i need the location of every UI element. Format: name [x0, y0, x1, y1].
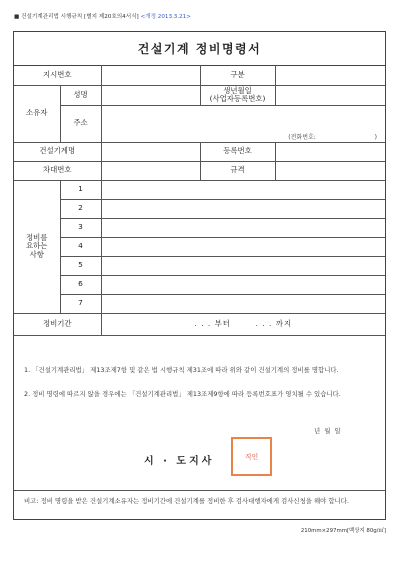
- label-birth-line2: (사업자등록번호): [209, 94, 266, 103]
- repair-row-value[interactable]: [101, 199, 385, 218]
- label-birth: [200, 85, 275, 105]
- label-repair-line2: 요하는: [26, 241, 48, 251]
- issue-date: 년 월 일: [314, 427, 342, 435]
- value-division[interactable]: [275, 65, 385, 85]
- form-ref-text: ■ 건설기계관리법 시행규칙 [별지 제20호의4서식]: [14, 14, 139, 20]
- value-body-no[interactable]: [101, 161, 200, 180]
- form-title: 건설기계 정비명령서: [14, 32, 385, 66]
- repair-row-number: 2: [60, 199, 101, 218]
- note-2: 2. 정비 명령에 따르지 않을 경우에는 「건설기계관리법」 제13조제9항에 따라 등록번호표가 영치될 수 있습니다.: [24, 390, 341, 398]
- label-name: 성명: [60, 85, 101, 105]
- period-from: . . . 부터: [194, 318, 231, 328]
- issuing-authority: 시 · 도지사: [144, 456, 215, 467]
- form-reference: [14, 12, 191, 20]
- label-spec: 규격: [200, 161, 275, 180]
- label-period: 정비기간: [14, 313, 101, 335]
- value-phone[interactable]: [101, 124, 385, 143]
- label-birth-line1: 생년월일: [223, 85, 252, 95]
- repair-row-number: 6: [60, 275, 101, 294]
- paper-spec: 210mm×297mm[백상지 80g/㎡]: [300, 528, 386, 534]
- official-seal-box: [231, 437, 272, 476]
- amendment-date: <개정 2013.3.21>: [140, 14, 191, 20]
- remark-text: 비고: 정비 명령을 받은 건설기계소유자는 정비기간에 건설기계를 정비한 후 검사대행자에게 검사신청을 해야 합니다.: [24, 497, 349, 505]
- phone-close: ): [374, 133, 377, 141]
- seal-label: 직인: [244, 452, 259, 461]
- repair-row-number: 3: [60, 218, 101, 237]
- repair-row-value[interactable]: [101, 275, 385, 294]
- value-period[interactable]: [101, 313, 385, 335]
- label-instruction-no: 지시번호: [14, 65, 101, 85]
- note-1: 1. 「건설기계관리법」 제13조제7항 및 같은 법 시행규칙 제31조에 따라 위와 같이 건설기계의 정비를 명합니다.: [24, 366, 339, 374]
- value-reg-no[interactable]: [275, 142, 385, 161]
- form-frame: [13, 31, 386, 520]
- repair-row-number: 4: [60, 237, 101, 256]
- value-instruction-no[interactable]: [101, 65, 200, 85]
- repair-row-value[interactable]: [101, 218, 385, 237]
- label-owner: 소유자: [14, 85, 60, 142]
- repair-row-number: 5: [60, 256, 101, 275]
- repair-row-value[interactable]: [101, 256, 385, 275]
- repair-row-value[interactable]: [101, 237, 385, 256]
- value-birth[interactable]: [275, 85, 385, 105]
- period-to: . . . 까지: [255, 318, 292, 328]
- form-table: [14, 65, 385, 336]
- label-repair-items: [14, 180, 60, 313]
- label-reg-no: 등록번호: [200, 142, 275, 161]
- label-machine-name: 건설기계명: [14, 142, 101, 161]
- label-repair-line3: 사항: [29, 249, 44, 259]
- label-repair-line1: 정비를: [26, 233, 48, 243]
- phone-label: (전화번호:: [288, 133, 316, 141]
- repair-row-value[interactable]: [101, 180, 385, 199]
- label-address: 주소: [60, 105, 101, 142]
- repair-row-value[interactable]: [101, 294, 385, 313]
- value-address[interactable]: [101, 105, 385, 124]
- value-machine-name[interactable]: [101, 142, 200, 161]
- repair-row-number: 7: [60, 294, 101, 313]
- label-division: 구분: [200, 65, 275, 85]
- remark-section: [14, 490, 385, 521]
- label-body-no: 차대번호: [14, 161, 101, 180]
- repair-row-number: 1: [60, 180, 101, 199]
- value-spec[interactable]: [275, 161, 385, 180]
- value-name[interactable]: [101, 85, 200, 105]
